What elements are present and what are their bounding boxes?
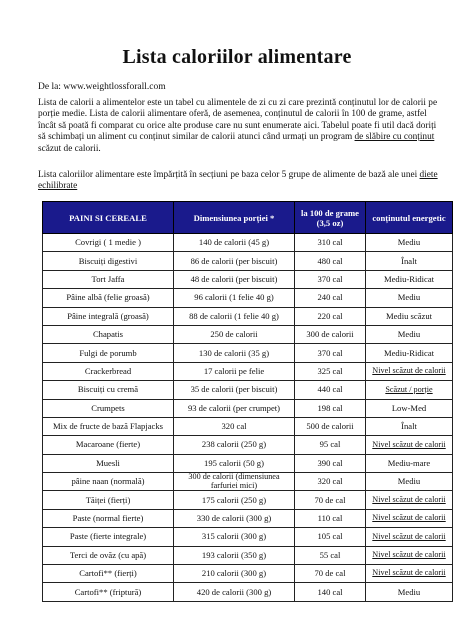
- source-link[interactable]: www.weightlossforall.com: [63, 82, 166, 92]
- table-row: [43, 252, 453, 270]
- cell-food: Paste (normal fierte): [43, 509, 174, 527]
- table-row: [43, 234, 453, 252]
- intro-text-end: scăzut de calorii.: [38, 143, 101, 154]
- cell-food: Crumpets: [43, 399, 174, 417]
- cell-portion: 86 de calorii (per biscuit): [174, 252, 295, 270]
- table-row: [43, 325, 453, 343]
- cell-per-100g: 110 cal: [295, 509, 366, 527]
- table-row: [43, 270, 453, 288]
- cell-portion: 315 calorii (300 g): [174, 528, 295, 546]
- cell-per-100g: 325 cal: [295, 362, 366, 380]
- cell-energy: Nivel scăzut de calorii: [366, 509, 453, 527]
- table-row: [43, 289, 453, 307]
- cell-portion: 238 calorii (250 g): [174, 436, 295, 454]
- cell-energy: Scăzut / porție: [366, 381, 453, 399]
- cell-per-100g: 440 cal: [295, 381, 366, 399]
- cell-food: Macaroane (fierte): [43, 436, 174, 454]
- diet-program-link[interactable]: de slăbire cu conținut: [354, 132, 435, 143]
- cell-portion: 250 de calorii: [174, 325, 295, 343]
- cell-food: Cartofi** (friptură): [43, 583, 174, 601]
- table-header-row: [43, 202, 453, 234]
- cell-per-100g: 500 de calorii: [295, 417, 366, 435]
- cell-portion: 300 de calorii (dimensiunea farfuriei mici): [174, 473, 295, 491]
- cell-per-100g: 300 de calorii: [295, 325, 366, 343]
- cell-food: Covrigi ( 1 medie ): [43, 234, 174, 252]
- cell-energy: Mediu: [366, 289, 453, 307]
- cell-per-100g: 370 cal: [295, 344, 366, 362]
- cell-per-100g: 480 cal: [295, 252, 366, 270]
- cell-food: pâine naan (normală): [43, 473, 174, 491]
- cell-portion: 195 calorii (50 g): [174, 454, 295, 472]
- cell-energy: Nivel scăzut de calorii: [366, 565, 453, 583]
- cell-energy: Mediu-mare: [366, 454, 453, 472]
- cell-energy: Mediu scăzut: [366, 307, 453, 325]
- source-label: De la:: [38, 82, 61, 92]
- cell-food: Paste (fierte integrale): [43, 528, 174, 546]
- sections-text: Lista caloriilor alimentare este împărțită în secțiuni pe baza celor 5 grupe de alimente de bază ale unei: [38, 170, 418, 180]
- table-row: [43, 546, 453, 564]
- table-row: [43, 454, 453, 472]
- cell-energy: Înalt: [366, 417, 453, 435]
- cell-per-100g: 70 de cal: [295, 565, 366, 583]
- table-row: [43, 491, 453, 509]
- table-row: [43, 417, 453, 435]
- cell-energy: Mediu-Ridicat: [366, 344, 453, 362]
- cell-portion: 140 de calorii (45 g): [174, 234, 295, 252]
- cell-food: Crackerbread: [43, 362, 174, 380]
- cell-energy: Mediu: [366, 234, 453, 252]
- column-header-per-100g: la 100 de grame (3,5 oz): [295, 202, 366, 234]
- cell-portion: 130 de calorii (35 g): [174, 344, 295, 362]
- cell-food: Cartofi** (fierți): [43, 565, 174, 583]
- cell-per-100g: 240 cal: [295, 289, 366, 307]
- cell-energy: Mediu-Ridicat: [366, 270, 453, 288]
- cell-portion: 96 calorii (1 felie 40 g): [174, 289, 295, 307]
- cell-portion: 17 calorii pe felie: [174, 362, 295, 380]
- cell-energy: Nivel scăzut de calorii: [366, 362, 453, 380]
- cell-food: Biscuiți digestivi: [43, 252, 174, 270]
- cell-food: Tăiței (fierți): [43, 491, 174, 509]
- cell-portion: 175 calorii (250 g): [174, 491, 295, 509]
- cell-food: Chapatis: [43, 325, 174, 343]
- sections-paragraph: [38, 170, 440, 193]
- table-row: [43, 399, 453, 417]
- table-body: [43, 234, 453, 602]
- cell-per-100g: 70 de cal: [295, 491, 366, 509]
- cell-food: Tort Jaffa: [43, 270, 174, 288]
- cell-portion: 48 de calorii (per biscuit): [174, 270, 295, 288]
- table-row: [43, 381, 453, 399]
- cell-energy: Mediu: [366, 583, 453, 601]
- page-title: Lista caloriilor alimentare: [122, 46, 352, 68]
- cell-portion: 320 cal: [174, 417, 295, 435]
- table-row: [43, 473, 453, 491]
- table-row: [43, 436, 453, 454]
- table-row: [43, 362, 453, 380]
- cell-portion: 330 de calorii (300 g): [174, 509, 295, 527]
- cell-energy: Mediu: [366, 473, 453, 491]
- table-row: [43, 344, 453, 362]
- cell-energy: Low-Med: [366, 399, 453, 417]
- column-header-portion: Dimensiunea porției *: [174, 202, 295, 234]
- calorie-table: [42, 201, 453, 602]
- table-row: [43, 509, 453, 527]
- intro-paragraph: [38, 98, 440, 155]
- cell-food: Pâine integrală (groasă): [43, 307, 174, 325]
- cell-per-100g: 55 cal: [295, 546, 366, 564]
- cell-per-100g: 220 cal: [295, 307, 366, 325]
- cell-energy: Mediu: [366, 325, 453, 343]
- cell-energy: Nivel scăzut de calorii: [366, 436, 453, 454]
- column-header-food: PAINI SI CEREALE: [43, 202, 174, 234]
- cell-portion: 93 de calorii (per crumpet): [174, 399, 295, 417]
- cell-food: Biscuiți cu cremă: [43, 381, 174, 399]
- cell-energy: Înalt: [366, 252, 453, 270]
- cell-per-100g: 320 cal: [295, 473, 366, 491]
- balanced-diet-link[interactable]: diete echilibrate: [38, 170, 438, 192]
- cell-per-100g: 198 cal: [295, 399, 366, 417]
- cell-food: Muesli: [43, 454, 174, 472]
- source-line: [38, 82, 166, 92]
- cell-per-100g: 140 cal: [295, 583, 366, 601]
- cell-energy: Nivel scăzut de calorii: [366, 528, 453, 546]
- cell-portion: 420 de calorii (300 g): [174, 583, 295, 601]
- cell-food: Pâine albă (felie groasă): [43, 289, 174, 307]
- cell-per-100g: 370 cal: [295, 270, 366, 288]
- cell-portion: 88 de calorii (1 felie 40 g): [174, 307, 295, 325]
- cell-per-100g: 105 cal: [295, 528, 366, 546]
- cell-per-100g: 390 cal: [295, 454, 366, 472]
- column-header-energy: conținutul energetic: [366, 202, 453, 234]
- cell-food: Mix de fructe de bază Flapjacks: [43, 417, 174, 435]
- table-row: [43, 565, 453, 583]
- cell-portion: 35 de calorii (per biscuit): [174, 381, 295, 399]
- cell-per-100g: 310 cal: [295, 234, 366, 252]
- cell-portion: 193 calorii (350 g): [174, 546, 295, 564]
- table-row: [43, 583, 453, 601]
- intro-text: Lista de calorii a alimentelor este un tabel cu alimentele de zi cu zi care prezintă conținutul lor de calorii pe porție medie. Lista de calorii alimentare oferă, de asemenea, conținutul de calorii în 100 de grame, astfel încât să poată fi comparat cu orice alte produse care nu sunt enumerate aici. Tabelul poate fi util dacă doriți să schimbați un aliment cu conținut similar de calorii atunci când urmați un program: [38, 98, 438, 143]
- table-row: [43, 528, 453, 546]
- table-row: [43, 307, 453, 325]
- cell-food: Fulgi de porumb: [43, 344, 174, 362]
- cell-energy: Nivel scăzut de calorii: [366, 491, 453, 509]
- cell-per-100g: 95 cal: [295, 436, 366, 454]
- cell-energy: Nivel scăzut de calorii: [366, 546, 453, 564]
- cell-food: Terci de ovăz (cu apă): [43, 546, 174, 564]
- cell-portion: 210 calorii (300 g): [174, 565, 295, 583]
